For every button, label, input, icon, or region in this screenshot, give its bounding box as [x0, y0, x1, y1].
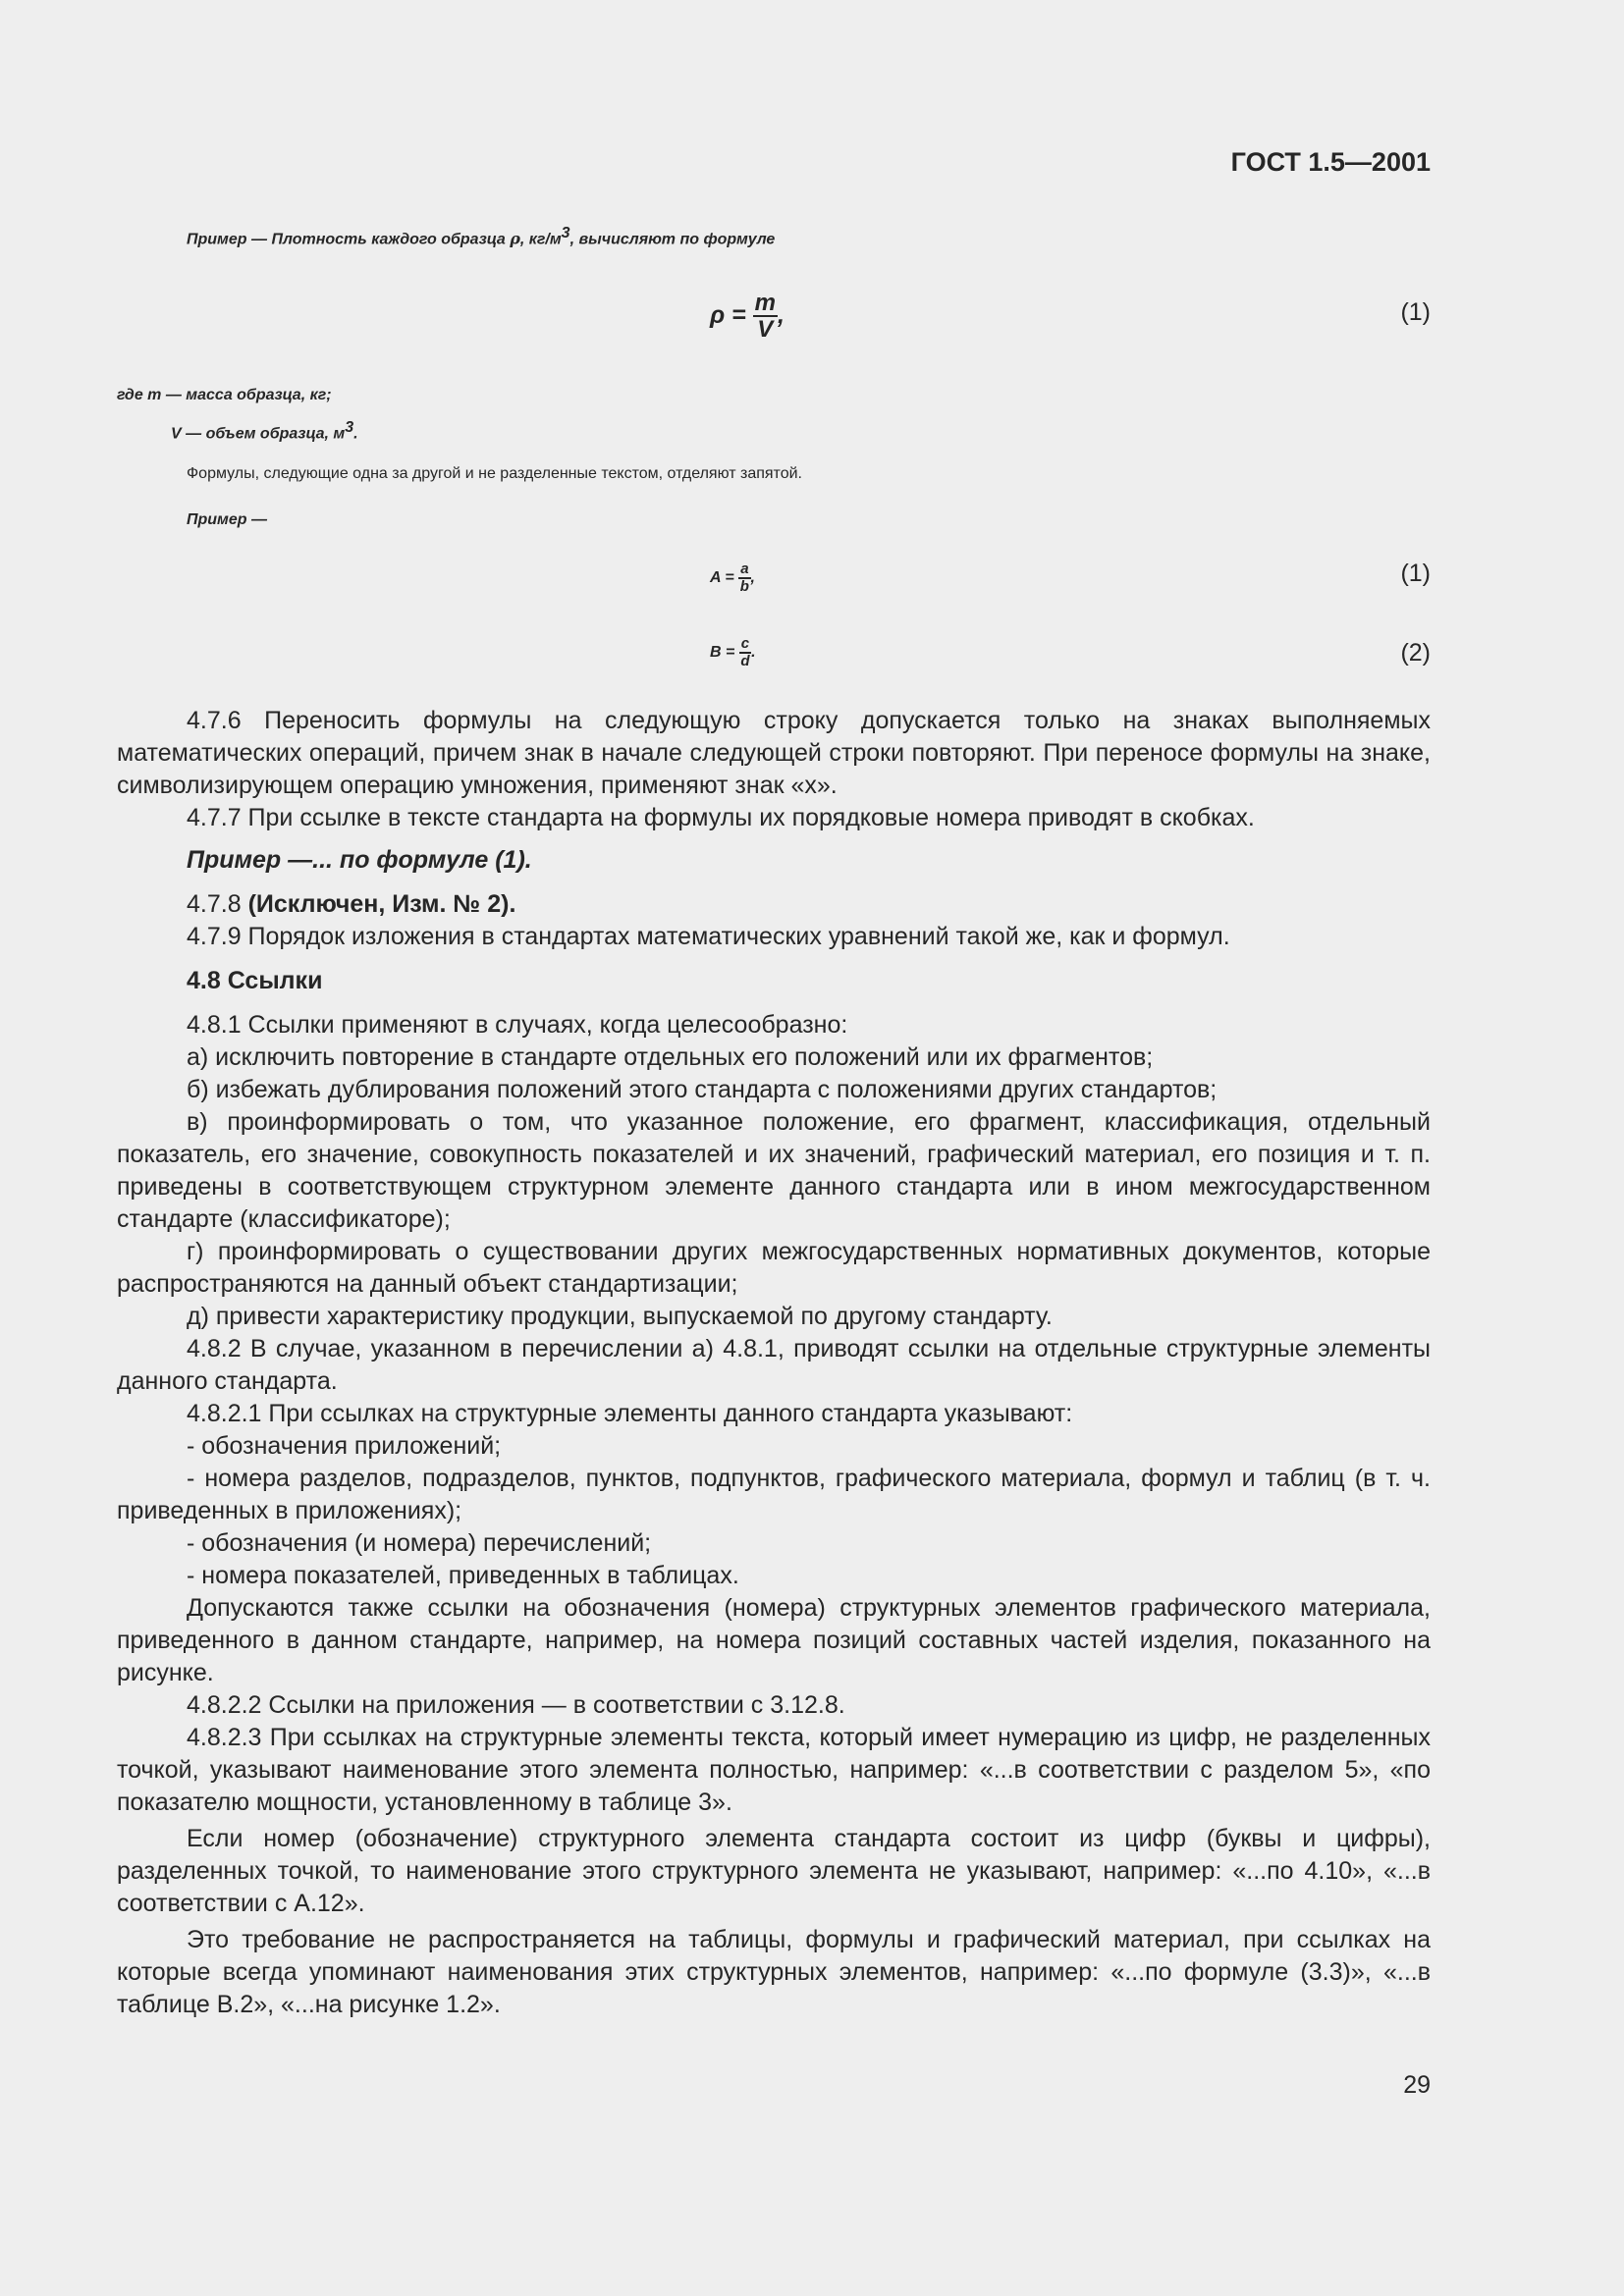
example1-intro-post: , вычисляют по формуле — [569, 231, 776, 248]
fraction-numerator: m — [754, 290, 776, 316]
body-paragraph: Это требование не распространяется на таблицы, формулы и графический материал, при ссылках на которые всегда упоминают наименования этих структурных элементов, например: «...по формуле (3.3)», «...в таблице В.2», «...на рисунке 1.2». — [117, 1926, 1431, 2018]
example1-unit-sup: 3 — [561, 225, 570, 241]
body-paragraph: - обозначения (и номера) перечислений; — [187, 1529, 652, 1557]
body-paragraph: - обозначения приложений; — [187, 1432, 502, 1460]
page-number: 29 — [1403, 2071, 1431, 2099]
paragraph-4-7-8 — [117, 888, 1431, 921]
body-paragraph: Допускаются также ссылки на обозначения (номера) структурных элементов графического материала, приведенного в данном стандарте, например, на номера позиций составных частей изделия, показанного на рисунке. — [117, 1594, 1431, 1686]
body-paragraph: 4.8.1 Ссылки применяют в случаях, когда целесообразно: — [187, 1011, 848, 1039]
standard-designation: ГОСТ 1.5—2001 — [1230, 147, 1431, 177]
fraction-denominator: b — [739, 577, 749, 595]
section-heading-4-8: 4.8 Ссылки — [187, 967, 323, 994]
formula-b — [710, 636, 756, 669]
example1-unit: , кг/м — [519, 231, 562, 248]
formula-b-tail: . — [751, 643, 756, 661]
body-paragraph: 4.8.2.1 При ссылках на структурные элементы данного стандарта указывают: — [187, 1400, 1073, 1427]
fraction-numerator: c — [740, 635, 750, 652]
fraction-denominator: V — [757, 316, 774, 344]
paragraph-4-7-8-number: 4.7.8 — [187, 890, 248, 918]
fraction-numerator: a — [740, 561, 749, 577]
rho-symbol: ρ — [510, 229, 520, 248]
where-v-text: V — объем образца, м — [171, 425, 346, 443]
body-paragraph: Если номер (обозначение) структурного элемента стандарта состоит из цифр (буквы и цифры), разделенных точкой, то наименование этого структурного элемента не указывают, например: «...по 4.10», «...в соответствии с А.12». — [117, 1825, 1431, 1917]
example2-label: Пример — — [187, 511, 268, 528]
main-text — [117, 705, 1431, 2021]
body-paragraph: 4.8.2 В случае, указанном в перечислении а) 4.8.1, приводят ссылки на отдельные структурные элементы данного стандарта. — [117, 1335, 1431, 1395]
example1-intro — [187, 225, 775, 248]
formula-density-lhs: ρ = — [710, 300, 753, 329]
paragraph-4-7-9: 4.7.9 Порядок изложения в стандартах математических уравнений такой же, как и формул. — [187, 923, 1230, 950]
body-paragraph: г) проинформировать о существовании других межгосударственных нормативных документов, которые распространяются на данный объект стандартизации; — [117, 1238, 1431, 1298]
body-paragraph: а) исключить повторение в стандарте отдельных его положений или их фрагментов; — [187, 1043, 1154, 1071]
body-paragraph: 4.8.2.3 При ссылках на структурные элементы текста, который имеет нумерацию из цифр, не разделенных точкой, указывают наименование этого элемента полностью, например: «...в соответствии с разделом 5», «по показателю мощности, установленному в таблице 3». — [117, 1724, 1431, 1816]
formula-density-tail: , — [777, 300, 785, 329]
fraction-denominator: d — [740, 652, 750, 669]
where-v-tail: . — [353, 425, 358, 443]
formula-b-lhs: B = — [710, 643, 739, 661]
example3: Пример —... по формуле (1). — [187, 846, 532, 874]
body-paragraphs — [117, 1009, 1431, 2021]
formula-b-number: (2) — [1400, 639, 1431, 667]
body-paragraph: д) привести характеристику продукции, выпускаемой по другому стандарту. — [187, 1303, 1053, 1330]
body-paragraph: б) избежать дублирования положений этого стандарта с положениями других стандартов; — [187, 1076, 1218, 1103]
body-paragraph: - номера разделов, подразделов, пунктов, подпунктов, графического материала, формул и таблиц (в т. ч. приведенных в приложениях); — [117, 1465, 1431, 1524]
formula-a-tail: , — [750, 568, 755, 586]
where-v — [171, 419, 358, 443]
formula-b-fraction — [739, 636, 751, 669]
paragraph-4-7-6: 4.7.6 Переносить формулы на следующую строку допускается только на знаках выполняемых математических операций, причем знак в начале следующей строки повторяют. При переносе формулы на знаке, символизирующем операцию умножения, применяют знак «х». — [117, 707, 1431, 799]
formula-a — [710, 561, 755, 595]
paragraph-4-7-7: 4.7.7 При ссылке в тексте стандарта на формулы их порядковые номера приводят в скобках. — [187, 804, 1255, 831]
formula-a-number: (1) — [1400, 560, 1431, 587]
formula-number: (1) — [1400, 298, 1431, 326]
where-v-sup: 3 — [345, 419, 354, 436]
formula-a-fraction — [738, 561, 750, 595]
body-paragraph: 4.8.2.2 Ссылки на приложения — в соответствии с 3.12.8. — [187, 1691, 845, 1719]
formula-a-lhs: A = — [710, 568, 739, 586]
where-m: где m — масса образца, кг; — [117, 387, 332, 403]
body-paragraph: - номера показателей, приведенных в таблицах. — [187, 1562, 739, 1589]
body-paragraph: в) проинформировать о том, что указанное положение, его фрагмент, классификация, отдельный показатель, его значение, совокупность показателей и их значений, графический материал, его позиция и т. п. приведены в соответствующем структурном элементе данного стандарта или в ином межгосударственном стандарте (классификаторе); — [117, 1108, 1431, 1233]
formula-density-fraction — [753, 291, 778, 342]
paragraph-4-7-8-text: (Исключен, Изм. № 2). — [247, 890, 516, 918]
example1-intro-text: Пример — Плотность каждого образца — [187, 231, 511, 248]
paragraph-commas: Формулы, следующие одна за другой и не разделенные текстом, отделяют запятой. — [187, 465, 802, 482]
formula-density — [710, 291, 785, 342]
